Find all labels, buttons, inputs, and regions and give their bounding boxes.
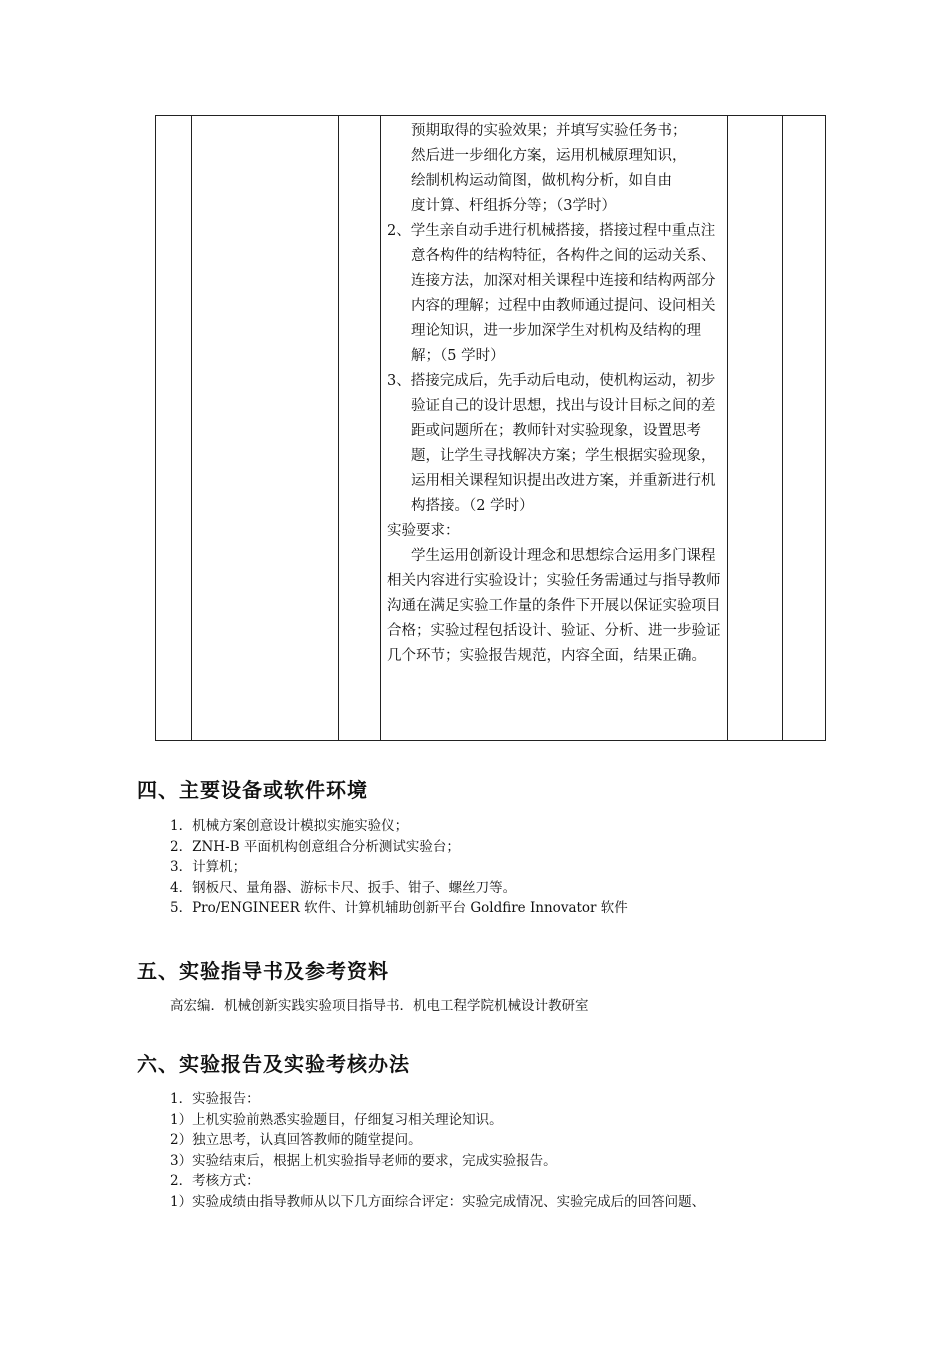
list-item: 2）独立思考，认真回答教师的随堂提问。 — [170, 1132, 422, 1148]
table-cell-empty — [728, 116, 783, 741]
table-cell-empty — [783, 116, 826, 741]
equipment-list — [170, 816, 628, 919]
step2-text: 2、学生亲自动手进行机械搭接，搭接过程中重点注意各构件的结构特征，各构件之间的运动关系、连接方法，加深对相关课程中连接和结构两部分内容的理解；过程中由教师通过提问、设问相关理论知识，进一步加深学生对机构及结构的理解；（5 学时） — [387, 223, 716, 364]
list-item: 4．钢板尺、量角器、游标卡尺、扳手、钳子、螺丝刀等。 — [170, 879, 517, 896]
table-cell-empty — [156, 116, 192, 741]
list-item: 1）上机实验前熟悉实验题目，仔细复习相关理论知识。 — [170, 1111, 503, 1128]
step1-line: 度计算、杆组拆分等；（3学时） — [411, 198, 616, 214]
section-title: 五、实验指导书及参考资料 — [137, 959, 389, 983]
list-item: 2．考核方式： — [170, 1173, 260, 1189]
table-row — [156, 116, 826, 741]
reference-text: 高宏编．机械创新实践实验项目指导书．机电工程学院机械设计教研室 — [170, 998, 589, 1014]
step1-line: 预期取得的实验效果；并填写实验任务书； — [411, 123, 687, 139]
list-item: 5．Pro/ENGINEER 软件、计算机辅助创新平台 Goldfire Innovator 软件 — [170, 900, 628, 916]
step3-text: 3、搭接完成后，先手动后电动，使机构运动，初步验证自己的设计思想，找出与设计目标之间的差距或问题所在；教师针对实验现象，设置思考题，让学生寻找解决方案；学生根据实验现象，运用相关课程知识提出改进方案，并重新进行机构搭接。（2 学时） — [387, 373, 716, 514]
list-item: 3）实验结束后，根据上机实验指导老师的要求，完成实验报告。 — [170, 1152, 557, 1169]
section-title: 六、实验报告及实验考核办法 — [137, 1052, 410, 1076]
list-item: 2．ZNH-B 平面机构创意组合分析测试实验台； — [170, 838, 460, 855]
requirements-text: 学生运用创新设计理念和思想综合运用多门课程相关内容进行实验设计；实验任务需通过与指导教师沟通在满足实验工作量的条件下开展以保证实验项目合格；实验过程包括设计、验证、分析、进一步验证几个环节；实验报告规范，内容全面，结果正确。 — [387, 548, 721, 664]
table-cell-empty — [339, 116, 381, 741]
list-item: 1．实验报告： — [170, 1091, 260, 1107]
report-list — [170, 1089, 705, 1212]
step1-line: 绘制机构运动简图，做机构分析，如自由 — [411, 173, 672, 189]
experiment-table — [155, 115, 826, 741]
requirements-label: 实验要求： — [387, 523, 460, 539]
experiment-content-cell — [381, 116, 728, 741]
list-item: 1．机械方案创意设计模拟实施实验仪； — [170, 818, 409, 834]
table-cell-empty — [192, 116, 339, 741]
step1-line: 然后进一步细化方案，运用机械原理知识， — [411, 148, 687, 164]
section-title: 四、主要设备或软件环境 — [137, 778, 368, 802]
list-item: 3．计算机； — [170, 859, 247, 875]
list-item: 1）实验成绩由指导教师从以下几方面综合评定：实验完成情况、实验完成后的回答问题、 — [170, 1193, 706, 1210]
